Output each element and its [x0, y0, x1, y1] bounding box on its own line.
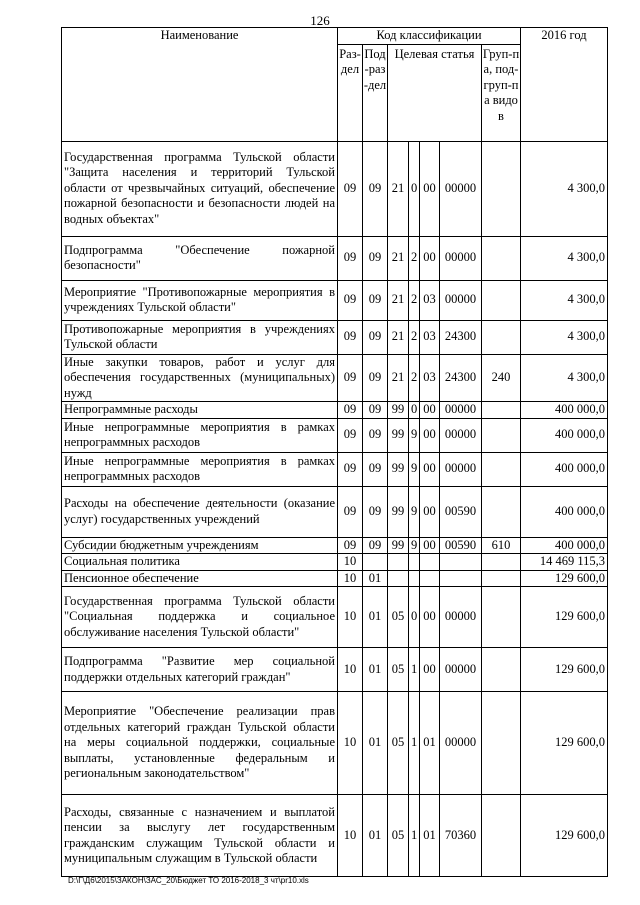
row-target-subprogram: 1 — [409, 648, 420, 692]
row-target-subprogram: 2 — [409, 280, 420, 320]
table-row — [62, 648, 608, 692]
row-razdel: 09 — [338, 537, 363, 554]
row-target-direction — [440, 570, 482, 587]
header-year: 2016 год — [521, 28, 608, 142]
row-razdel: 09 — [338, 320, 363, 354]
row-razdel: 10 — [338, 648, 363, 692]
row-podrazdel: 01 — [363, 587, 388, 648]
header-razdel-text: Раз-дел — [339, 46, 361, 76]
row-podrazdel: 09 — [363, 452, 388, 486]
row-target-subprogram: 1 — [409, 795, 420, 877]
row-target-event: 01 — [420, 692, 440, 795]
row-target-program: 99 — [388, 537, 409, 554]
row-razdel: 09 — [338, 486, 363, 537]
table-row — [62, 236, 608, 280]
table-row — [62, 537, 608, 554]
row-target-event: 03 — [420, 320, 440, 354]
row-name: Субсидии бюджетным учреждениям — [62, 537, 338, 554]
row-razdel: 10 — [338, 570, 363, 587]
row-target-event: 00 — [420, 141, 440, 236]
row-podrazdel: 09 — [363, 236, 388, 280]
row-target-direction: 00000 — [440, 236, 482, 280]
row-name: Мероприятие "Обеспечение реализации прав отдельных категорий граждан Тульской области на меры социальной поддержки, социальные выплаты, установленные федеральным и региональным законодательством" — [62, 692, 338, 795]
page-number: 126 — [310, 13, 330, 28]
header-code: Код классификации — [338, 28, 521, 45]
table-row — [62, 795, 608, 877]
row-podrazdel — [363, 554, 388, 571]
table-row — [62, 692, 608, 795]
row-target-event: 03 — [420, 354, 440, 402]
row-target-event: 00 — [420, 452, 440, 486]
row-name: Противопожарные мероприятия в учреждениях Тульской области — [62, 320, 338, 354]
row-razdel: 09 — [338, 452, 363, 486]
row-expense-type — [482, 486, 521, 537]
row-target-direction: 24300 — [440, 320, 482, 354]
row-podrazdel: 09 — [363, 537, 388, 554]
row-name: Социальная политика — [62, 554, 338, 571]
row-amount: 4 300,0 — [521, 141, 608, 236]
row-target-program — [388, 554, 409, 571]
row-target-program: 05 — [388, 587, 409, 648]
row-razdel: 09 — [338, 402, 363, 419]
file-path-footer: D:\Г\Д6\2015\ЗАКОН\ЗАС_20\Бюджет ТО 2016-2018_3 чт\pr10.xls — [68, 876, 309, 885]
row-target-direction: 24300 — [440, 354, 482, 402]
header-podrazdel — [363, 44, 388, 141]
table-row — [62, 570, 608, 587]
row-target-direction — [440, 554, 482, 571]
row-razdel: 10 — [338, 692, 363, 795]
table-row — [62, 452, 608, 486]
row-target-program: 21 — [388, 141, 409, 236]
row-amount: 400 000,0 — [521, 452, 608, 486]
row-target-program: 05 — [388, 692, 409, 795]
row-target-program: 05 — [388, 795, 409, 877]
row-target-event: 00 — [420, 648, 440, 692]
row-podrazdel: 09 — [363, 320, 388, 354]
row-expense-type — [482, 452, 521, 486]
row-target-program: 21 — [388, 354, 409, 402]
row-target-event: 03 — [420, 280, 440, 320]
row-target-event — [420, 570, 440, 587]
row-razdel: 09 — [338, 354, 363, 402]
header-group-text: Груп-па, под-груп-па видов — [482, 46, 520, 123]
row-expense-type — [482, 570, 521, 587]
row-expense-type — [482, 692, 521, 795]
row-expense-type — [482, 236, 521, 280]
row-podrazdel: 01 — [363, 570, 388, 587]
row-expense-type — [482, 141, 521, 236]
row-amount: 400 000,0 — [521, 486, 608, 537]
row-razdel: 10 — [338, 795, 363, 877]
row-target-direction: 00000 — [440, 648, 482, 692]
header-razdel — [338, 44, 363, 141]
row-target-event: 00 — [420, 236, 440, 280]
row-amount: 400 000,0 — [521, 537, 608, 554]
row-target-direction: 00590 — [440, 486, 482, 537]
row-name: Мероприятие "Противопожарные мероприятия в учреждениях Тульской области" — [62, 280, 338, 320]
row-amount: 129 600,0 — [521, 648, 608, 692]
row-target-subprogram: 2 — [409, 354, 420, 402]
row-target-program: 99 — [388, 452, 409, 486]
row-podrazdel: 09 — [363, 402, 388, 419]
row-razdel: 10 — [338, 587, 363, 648]
row-target-direction: 00000 — [440, 452, 482, 486]
row-expense-type — [482, 402, 521, 419]
row-expense-type — [482, 554, 521, 571]
row-target-subprogram: 2 — [409, 320, 420, 354]
row-target-direction: 00000 — [440, 280, 482, 320]
row-name: Пенсионное обеспечение — [62, 570, 338, 587]
table-row — [62, 354, 608, 402]
row-razdel: 09 — [338, 418, 363, 452]
row-expense-type — [482, 320, 521, 354]
row-target-program — [388, 570, 409, 587]
row-target-subprogram: 1 — [409, 692, 420, 795]
row-target-subprogram: 9 — [409, 452, 420, 486]
row-expense-type: 240 — [482, 354, 521, 402]
row-amount: 129 600,0 — [521, 570, 608, 587]
row-podrazdel: 09 — [363, 354, 388, 402]
row-target-program: 21 — [388, 280, 409, 320]
row-target-subprogram: 9 — [409, 537, 420, 554]
row-target-subprogram: 2 — [409, 236, 420, 280]
table-row — [62, 418, 608, 452]
row-target-subprogram: 0 — [409, 402, 420, 419]
budget-table — [61, 27, 608, 877]
row-amount: 4 300,0 — [521, 354, 608, 402]
row-target-program: 21 — [388, 320, 409, 354]
table-row — [62, 587, 608, 648]
row-name: Расходы на обеспечение деятельности (оказание услуг) государственных учреждений — [62, 486, 338, 537]
row-expense-type — [482, 795, 521, 877]
row-name: Непрограммные расходы — [62, 402, 338, 419]
row-name: Иные непрограммные мероприятия в рамках непрограммных расходов — [62, 452, 338, 486]
row-expense-type — [482, 587, 521, 648]
row-razdel: 09 — [338, 280, 363, 320]
row-expense-type: 610 — [482, 537, 521, 554]
row-target-event — [420, 554, 440, 571]
row-razdel: 10 — [338, 554, 363, 571]
row-target-program: 05 — [388, 648, 409, 692]
row-name: Иные непрограммные мероприятия в рамках непрограммных расходов — [62, 418, 338, 452]
header-podrazdel-text: Под-раз-дел — [363, 46, 387, 92]
row-podrazdel: 09 — [363, 418, 388, 452]
row-target-event: 00 — [420, 418, 440, 452]
row-target-direction: 00000 — [440, 418, 482, 452]
row-razdel: 09 — [338, 236, 363, 280]
row-target-subprogram: 0 — [409, 141, 420, 236]
row-target-direction: 00000 — [440, 141, 482, 236]
row-name: Подпрограмма "Развитие мер социальной поддержки отдельных категорий граждан" — [62, 648, 338, 692]
row-target-subprogram: 9 — [409, 486, 420, 537]
row-name: Расходы, связанные с назначением и выплатой пенсии за выслугу лет государственным гражданским служащим Тульской области и муниципальным служащим в Тульской области — [62, 795, 338, 877]
row-target-direction: 00000 — [440, 402, 482, 419]
row-podrazdel: 09 — [363, 280, 388, 320]
row-amount: 400 000,0 — [521, 418, 608, 452]
header-group — [482, 44, 521, 141]
row-amount: 129 600,0 — [521, 587, 608, 648]
row-target-event: 00 — [420, 587, 440, 648]
table-row — [62, 141, 608, 236]
row-target-direction: 00590 — [440, 537, 482, 554]
row-target-event: 00 — [420, 537, 440, 554]
row-name: Государственная программа Тульской области "Защита населения и территорий Тульской области от чрезвычайных ситуаций, обеспечение пожарной безопасности и безопасности людей на водных объектах" — [62, 141, 338, 236]
row-target-event: 00 — [420, 486, 440, 537]
row-target-subprogram: 0 — [409, 587, 420, 648]
row-amount: 4 300,0 — [521, 320, 608, 354]
row-target-program: 99 — [388, 418, 409, 452]
row-expense-type — [482, 418, 521, 452]
row-amount: 129 600,0 — [521, 795, 608, 877]
table-row — [62, 486, 608, 537]
row-razdel: 09 — [338, 141, 363, 236]
row-target-program: 99 — [388, 402, 409, 419]
row-expense-type — [482, 280, 521, 320]
row-target-program: 21 — [388, 236, 409, 280]
row-target-subprogram — [409, 570, 420, 587]
row-name: Подпрограмма "Обеспечение пожарной безопасности" — [62, 236, 338, 280]
row-podrazdel: 01 — [363, 795, 388, 877]
row-target-event: 01 — [420, 795, 440, 877]
row-podrazdel: 09 — [363, 486, 388, 537]
table-row — [62, 320, 608, 354]
header-name: Наименование — [62, 28, 338, 142]
row-podrazdel: 09 — [363, 141, 388, 236]
row-podrazdel: 01 — [363, 692, 388, 795]
row-amount: 4 300,0 — [521, 280, 608, 320]
row-expense-type — [482, 648, 521, 692]
row-target-direction: 00000 — [440, 587, 482, 648]
row-target-subprogram: 9 — [409, 418, 420, 452]
row-target-event: 00 — [420, 402, 440, 419]
row-amount: 14 469 115,3 — [521, 554, 608, 571]
header-target: Целевая статья — [388, 44, 482, 141]
row-target-program: 99 — [388, 486, 409, 537]
row-amount: 4 300,0 — [521, 236, 608, 280]
table-row — [62, 554, 608, 571]
row-amount: 400 000,0 — [521, 402, 608, 419]
row-target-subprogram — [409, 554, 420, 571]
row-target-direction: 70360 — [440, 795, 482, 877]
table-row — [62, 280, 608, 320]
row-target-direction: 00000 — [440, 692, 482, 795]
row-name: Государственная программа Тульской области "Социальная поддержка и социальное обслуживание населения Тульской области" — [62, 587, 338, 648]
row-name: Иные закупки товаров, работ и услуг для обеспечения государственных (муниципальных) нужд — [62, 354, 338, 402]
row-podrazdel: 01 — [363, 648, 388, 692]
table-row — [62, 402, 608, 419]
row-amount: 129 600,0 — [521, 692, 608, 795]
